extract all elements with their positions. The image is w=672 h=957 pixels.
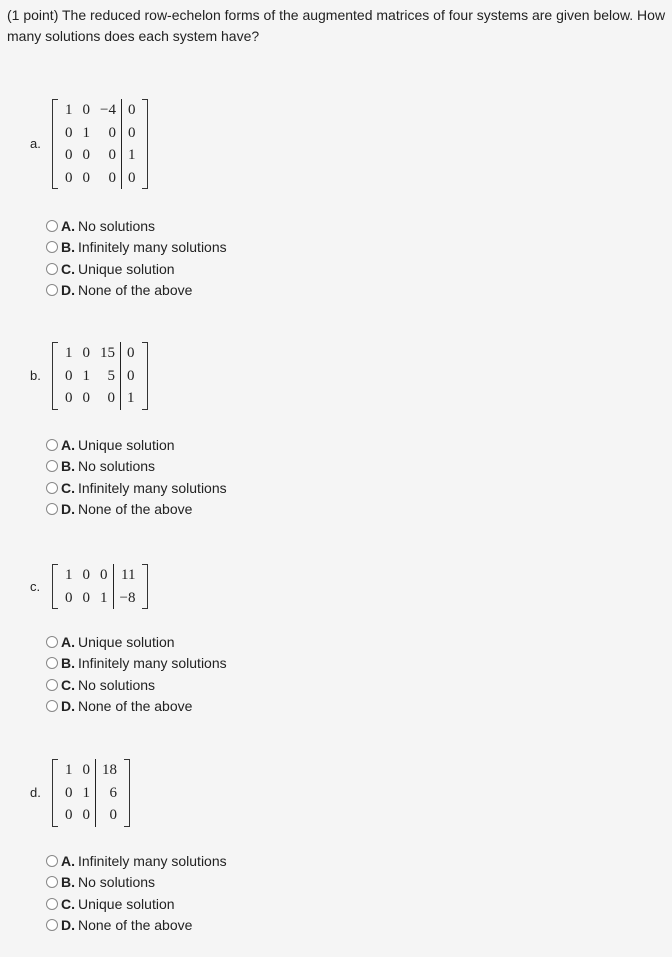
- radio-button[interactable]: [46, 636, 58, 648]
- augmented-cell: 0: [121, 342, 140, 365]
- option-letter: C.: [61, 479, 75, 496]
- matrix-row: [60, 122, 140, 145]
- augmented-cell: 0: [121, 99, 140, 122]
- right-bracket: [142, 342, 148, 410]
- option-text: Unique solution: [78, 895, 175, 912]
- matrix-cell: 1: [65, 345, 73, 361]
- matrix-cell: 0: [82, 762, 90, 778]
- option-letter: A.: [61, 633, 75, 650]
- matrix-cell: 0: [100, 567, 108, 583]
- augmented-matrix: [52, 342, 148, 410]
- left-bracket: [52, 99, 58, 189]
- option-text: No solutions: [78, 217, 156, 234]
- option-text: Infinitely many solutions: [78, 655, 227, 672]
- matrix-cell: 0: [65, 367, 73, 384]
- option-letter: B.: [61, 655, 75, 672]
- option-text: Infinitely many solutions: [78, 479, 227, 496]
- matrix-row: [60, 167, 140, 190]
- augmented-cell: 0: [121, 167, 140, 190]
- left-bracket: [52, 342, 58, 410]
- right-bracket: [124, 759, 130, 827]
- matrix-row: [60, 342, 140, 365]
- augmented-cell: 0: [121, 122, 140, 145]
- matrix-cell: 1: [65, 567, 73, 583]
- option-d[interactable]: [46, 280, 227, 302]
- matrix-cell: 0: [108, 147, 116, 163]
- part-label: c.: [30, 578, 41, 594]
- option-b[interactable]: [46, 237, 227, 259]
- matrix-cell: 5: [107, 367, 115, 384]
- matrix-cell: 0: [65, 784, 73, 801]
- radio-button[interactable]: [46, 482, 58, 494]
- augmented-matrix: [52, 564, 148, 609]
- augmented-matrix: [52, 759, 130, 827]
- option-a[interactable]: [46, 434, 227, 456]
- option-letter: C.: [61, 895, 75, 912]
- matrix-row: [60, 759, 122, 782]
- matrix-row: [60, 804, 122, 827]
- radio-button[interactable]: [46, 503, 58, 515]
- matrix-cell: 0: [82, 147, 90, 163]
- matrix-row: [60, 782, 122, 805]
- matrix-cell: 1: [65, 102, 73, 118]
- option-b[interactable]: [46, 456, 227, 478]
- matrix-row: [60, 387, 140, 410]
- option-letter: A.: [61, 217, 75, 234]
- matrix-cell: 0: [82, 102, 90, 118]
- matrix-row: [60, 587, 140, 610]
- option-letter: A.: [61, 852, 75, 869]
- matrix-cell: 0: [82, 567, 90, 583]
- radio-button[interactable]: [46, 439, 58, 451]
- option-text: Unique solution: [78, 260, 175, 277]
- option-b[interactable]: [46, 872, 227, 894]
- question-text: (1 point) The reduced row-echelon forms of the augmented matrices of four systems are given below. How many solutions does each system have?: [7, 7, 666, 44]
- option-text: Infinitely many solutions: [78, 852, 227, 869]
- right-bracket: [142, 99, 148, 189]
- option-c[interactable]: [46, 258, 227, 280]
- matrix-cell: 0: [108, 169, 116, 186]
- matrix-cell: 0: [65, 147, 73, 163]
- option-text: Infinitely many solutions: [78, 239, 227, 256]
- option-text: None of the above: [78, 917, 193, 934]
- augmented-cell: 1: [121, 144, 140, 167]
- radio-button[interactable]: [46, 919, 58, 931]
- option-letter: B.: [61, 239, 75, 256]
- right-bracket: [142, 564, 148, 609]
- radio-button[interactable]: [46, 460, 58, 472]
- part-label: b.: [30, 367, 41, 383]
- left-bracket: [52, 564, 58, 609]
- augmented-cell: −8: [113, 587, 140, 610]
- matrix-row: [60, 564, 140, 587]
- option-b[interactable]: [46, 653, 227, 675]
- augmented-cell: 6: [96, 782, 123, 805]
- matrix-cell: 0: [65, 169, 73, 186]
- option-letter: B.: [61, 874, 75, 891]
- augmented-matrix: [52, 99, 148, 189]
- option-letter: C.: [61, 676, 75, 693]
- radio-button[interactable]: [46, 876, 58, 888]
- matrix-cell: 0: [82, 390, 90, 406]
- radio-button[interactable]: [46, 657, 58, 669]
- option-text: No solutions: [78, 874, 156, 891]
- option-a[interactable]: [46, 850, 227, 872]
- augmented-cell: 0: [121, 365, 140, 388]
- matrix-cell: 1: [82, 367, 90, 384]
- radio-button[interactable]: [46, 241, 58, 253]
- option-d[interactable]: [46, 915, 227, 937]
- options: [46, 434, 227, 520]
- radio-button[interactable]: [46, 284, 58, 296]
- matrix-cell: 1: [82, 124, 90, 141]
- option-letter: D.: [61, 501, 75, 518]
- radio-button[interactable]: [46, 855, 58, 867]
- matrix-cell: 0: [107, 390, 115, 406]
- matrix-cell: 1: [82, 784, 90, 801]
- matrix-cell: −4: [100, 102, 116, 118]
- option-d[interactable]: [46, 499, 227, 521]
- matrix-cell: 15: [100, 345, 115, 361]
- matrix-cell: 1: [65, 762, 73, 778]
- option-text: None of the above: [78, 282, 193, 299]
- option-letter: B.: [61, 458, 75, 475]
- matrix-cell: 0: [82, 589, 90, 606]
- option-text: Unique solution: [78, 436, 175, 453]
- radio-button[interactable]: [46, 679, 58, 691]
- matrix-row: [60, 99, 140, 122]
- augmented-cell: 0: [96, 804, 123, 827]
- matrix-cell: 0: [65, 589, 73, 606]
- option-text: No solutions: [78, 458, 156, 475]
- option-text: Unique solution: [78, 633, 175, 650]
- option-letter: D.: [61, 917, 75, 934]
- radio-button[interactable]: [46, 700, 58, 712]
- augmented-cell: 18: [96, 759, 123, 782]
- left-bracket: [52, 759, 58, 827]
- part-label: d.: [30, 784, 41, 800]
- options: [46, 850, 227, 936]
- option-c[interactable]: [46, 674, 227, 696]
- matrix-row: [60, 365, 140, 388]
- option-a[interactable]: [46, 215, 227, 237]
- radio-button[interactable]: [46, 263, 58, 275]
- radio-button[interactable]: [46, 898, 58, 910]
- augmented-cell: 1: [121, 387, 140, 410]
- option-letter: D.: [61, 698, 75, 715]
- option-text: None of the above: [78, 501, 193, 518]
- matrix-cell: 0: [82, 807, 90, 823]
- options: [46, 631, 227, 717]
- option-letter: D.: [61, 282, 75, 299]
- augmented-cell: 11: [113, 564, 140, 587]
- option-letter: C.: [61, 260, 75, 277]
- option-c[interactable]: [46, 477, 227, 499]
- option-a[interactable]: [46, 631, 227, 653]
- matrix-cell: 0: [108, 124, 116, 141]
- matrix-cell: 0: [82, 345, 90, 361]
- option-c[interactable]: [46, 893, 227, 915]
- matrix-cell: 0: [65, 390, 73, 406]
- option-text: No solutions: [78, 676, 156, 693]
- options: [46, 215, 227, 301]
- matrix-cell: 0: [65, 124, 73, 141]
- matrix-cell: 0: [65, 807, 73, 823]
- radio-button[interactable]: [46, 220, 58, 232]
- matrix-cell: 1: [100, 589, 108, 606]
- part-label: a.: [30, 136, 41, 151]
- option-letter: A.: [61, 436, 75, 453]
- matrix-cell: 0: [82, 169, 90, 186]
- matrix-row: [60, 144, 140, 167]
- option-text: None of the above: [78, 698, 193, 715]
- option-d[interactable]: [46, 696, 227, 718]
